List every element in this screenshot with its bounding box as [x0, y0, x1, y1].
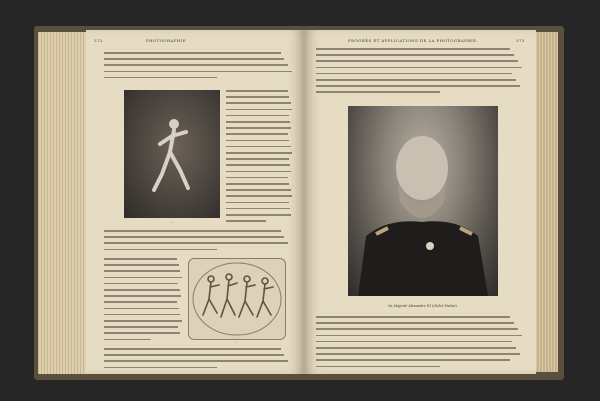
- text-line: [316, 322, 514, 324]
- portrait-caption: Sa Majesté Alexandre III (cliché Nadar).: [388, 304, 458, 308]
- left-page-number: 372: [94, 38, 103, 43]
- text-line: [104, 242, 288, 244]
- left-running-head: PHOTOGRAPHIE: [146, 38, 186, 43]
- portrait-photograph: [348, 106, 498, 296]
- text-line: [316, 73, 512, 75]
- text-line: [104, 77, 217, 79]
- text-line: [226, 208, 290, 210]
- text-line: [316, 341, 512, 343]
- text-line: [104, 348, 281, 350]
- text-line: [104, 301, 177, 303]
- text-line: [104, 339, 151, 341]
- text-line: [226, 189, 291, 191]
- text-line: [104, 58, 284, 60]
- text-line: [316, 54, 514, 56]
- text-line: [104, 264, 179, 266]
- text-line: [316, 347, 516, 349]
- text-line: [226, 183, 289, 185]
- right-page: [304, 30, 536, 374]
- page-edges-left: [38, 32, 86, 374]
- text-line: [226, 140, 289, 142]
- text-line: [226, 152, 292, 154]
- text-line: [316, 359, 510, 361]
- text-line: [226, 158, 289, 160]
- text-line: [104, 308, 179, 310]
- left-page: [86, 30, 304, 374]
- text-line: [316, 67, 522, 69]
- text-line: [226, 195, 292, 197]
- text-line: [104, 320, 182, 322]
- right-running-head: PROGRÈS ET APPLICATIONS DE LA PHOTOGRAPHIE.: [348, 38, 479, 43]
- text-line: [316, 91, 440, 93]
- text-line: [226, 164, 290, 166]
- text-line: [226, 90, 288, 92]
- text-line: [104, 295, 181, 297]
- text-line: [104, 270, 180, 272]
- text-line: [104, 230, 281, 232]
- figure2-caption: …: [234, 340, 238, 344]
- text-line: [104, 52, 281, 54]
- runner-figure-icon: [124, 90, 220, 218]
- text-line: [226, 146, 291, 148]
- text-line: [104, 360, 288, 362]
- text-line: [104, 258, 177, 260]
- text-line: [226, 109, 292, 111]
- text-line: [104, 289, 180, 291]
- text-line: [226, 102, 291, 104]
- text-line: [316, 79, 516, 81]
- text-line: [104, 354, 284, 356]
- text-line: [226, 171, 291, 173]
- text-line: [316, 328, 518, 330]
- text-line: [316, 335, 522, 337]
- text-line: [104, 64, 288, 66]
- text-line: [226, 202, 289, 204]
- text-line: [226, 220, 266, 222]
- figure1-caption: …: [170, 220, 174, 224]
- text-line: [226, 96, 289, 98]
- text-line: [104, 332, 180, 334]
- text-line: [316, 60, 518, 62]
- text-line: [104, 277, 182, 279]
- text-line: [226, 121, 290, 123]
- text-line: [104, 326, 178, 328]
- text-line: [316, 316, 510, 318]
- text-line: [316, 353, 520, 355]
- text-line: [226, 115, 289, 117]
- text-line: [226, 214, 291, 216]
- right-page-number: 373: [516, 38, 525, 43]
- text-line: [104, 314, 180, 316]
- text-line: [104, 236, 284, 238]
- text-line: [226, 177, 288, 179]
- text-line: [226, 127, 291, 129]
- greek-runners-engraving: [188, 258, 286, 340]
- text-line: [104, 367, 217, 369]
- text-line: [316, 85, 520, 87]
- page-edges-right: [536, 32, 558, 372]
- runner-photograph: [124, 90, 220, 218]
- text-line: [104, 71, 292, 73]
- text-line: [316, 48, 510, 50]
- text-line: [316, 366, 440, 368]
- text-line: [226, 133, 288, 135]
- text-line: [104, 283, 178, 285]
- text-line: [104, 249, 217, 251]
